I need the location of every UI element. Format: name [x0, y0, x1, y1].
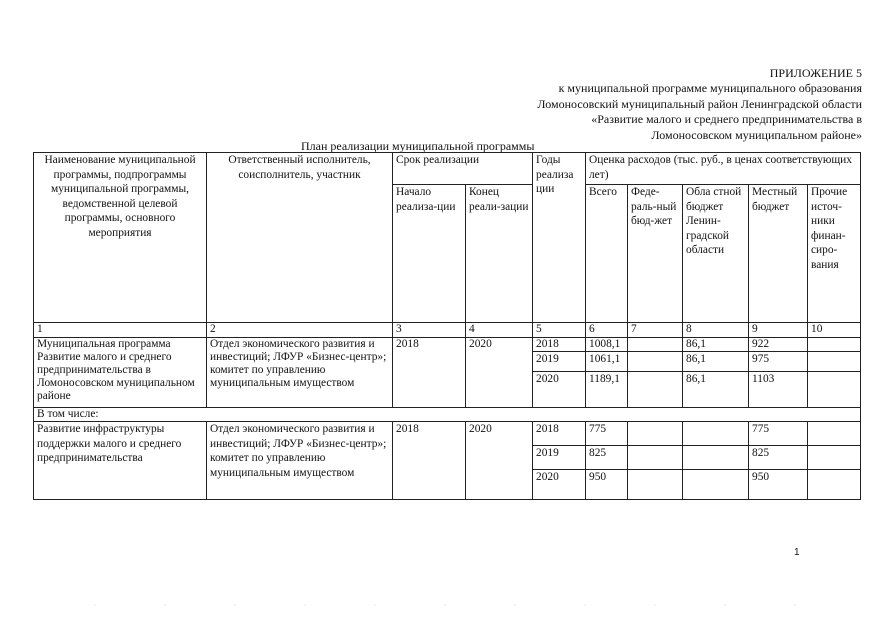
total-cell: 1061,1: [586, 352, 628, 372]
federal-cell: [628, 470, 683, 500]
subprogram-executor: Отдел экономического развития и инвестиций; ЛФУР «Бизнес-центр»; комитет по управлению муниципальным имуществом: [207, 422, 393, 500]
header-row: [34, 153, 861, 185]
program-name: Муниципальная программа Развитие малого и среднего предпринимательства в Ломоносовском муниципальном районе: [34, 338, 207, 408]
column-number: 4: [466, 323, 533, 338]
program-start: 2018: [393, 338, 466, 408]
scan-artifact: [60, 604, 835, 606]
federal-cell: [628, 352, 683, 372]
regional-cell: [683, 446, 749, 470]
local-cell: 950: [749, 470, 808, 500]
subprogram-start: 2018: [393, 422, 466, 500]
column-number: 7: [628, 323, 683, 338]
column-number: 9: [749, 323, 808, 338]
regional-cell: [683, 470, 749, 500]
table-row: [34, 422, 861, 446]
year-cell: 2020: [533, 470, 586, 500]
column-number: 8: [683, 323, 749, 338]
appendix-line: ПРИЛОЖЕНИЕ 5: [769, 66, 862, 80]
year-cell: 2018: [533, 338, 586, 352]
header-term: Срок реализации: [393, 153, 533, 185]
regional-cell: 86,1: [683, 338, 749, 352]
header-federal: Феде-раль-ный бюд-жет: [628, 185, 683, 323]
subprogram-name: Развитие инфраструктуры поддержки малого и среднего предпринимательства: [34, 422, 207, 500]
header-total: Всего: [586, 185, 628, 323]
year-cell: 2018: [533, 422, 586, 446]
federal-cell: [628, 338, 683, 352]
local-cell: 825: [749, 446, 808, 470]
other-cell: [808, 352, 861, 372]
year-cell: 2019: [533, 352, 586, 372]
header-other: Прочие источ-ники финан-сиро-вания: [808, 185, 861, 323]
column-number: 6: [586, 323, 628, 338]
year-cell: 2020: [533, 372, 586, 408]
local-cell: 975: [749, 352, 808, 372]
including-label: В том числе:: [34, 408, 861, 422]
federal-cell: [628, 372, 683, 408]
appendix-line: Ломоносовском муниципальном районе»: [651, 127, 862, 142]
header-start: Начало реализа-ции: [393, 185, 466, 323]
local-cell: 922: [749, 338, 808, 352]
table-row: [34, 338, 861, 352]
total-cell: 1008,1: [586, 338, 628, 352]
header-costs: Оценка расходов (тыс. руб., в ценах соответствующих лет): [586, 153, 861, 185]
including-row: [34, 408, 861, 422]
other-cell: [808, 446, 861, 470]
plan-table: [33, 152, 861, 500]
header-regional: Обла стной бюджет Ленин-градской области: [683, 185, 749, 323]
header-name: Наименование муниципальной программы, подпрограммы муниципальной программы, ведомственной целевой программы, основного мероприятия: [34, 153, 207, 323]
other-cell: [808, 422, 861, 446]
program-end: 2020: [466, 338, 533, 408]
appendix-line: Ломоносовский муниципальный район Ленинградской области: [537, 96, 862, 111]
appendix-line: «Развитие малого и среднего предпринимательства в: [591, 112, 862, 127]
header-years: Годы реализа ции: [533, 153, 586, 323]
appendix-header: [537, 66, 862, 143]
federal-cell: [628, 422, 683, 446]
other-cell: [808, 372, 861, 408]
regional-cell: 86,1: [683, 352, 749, 372]
regional-cell: 86,1: [683, 372, 749, 408]
column-number: 1: [34, 323, 207, 338]
header-executor: Ответственный исполнитель, соисполнитель, участник: [207, 153, 393, 323]
total-cell: 950: [586, 470, 628, 500]
year-cell: 2019: [533, 446, 586, 470]
subprogram-end: 2020: [466, 422, 533, 500]
column-number: 10: [808, 323, 861, 338]
local-cell: 775: [749, 422, 808, 446]
local-cell: 1103: [749, 372, 808, 408]
appendix-line: к муниципальной программе муниципального образования: [558, 81, 862, 96]
federal-cell: [628, 446, 683, 470]
total-cell: 825: [586, 446, 628, 470]
column-number: 2: [207, 323, 393, 338]
regional-cell: [683, 422, 749, 446]
program-executor: Отдел экономического развития и инвестиций; ЛФУР «Бизнес-центр»; комитет по управлению муниципальным имуществом: [207, 338, 393, 408]
header-end: Конец реали-зации: [466, 185, 533, 323]
plan-title: План реализации муниципальной программы: [301, 139, 535, 153]
header-local: Местный бюджет: [749, 185, 808, 323]
column-number: 5: [533, 323, 586, 338]
total-cell: 775: [586, 422, 628, 446]
other-cell: [808, 470, 861, 500]
column-number: 3: [393, 323, 466, 338]
other-cell: [808, 338, 861, 352]
total-cell: 1189,1: [586, 372, 628, 408]
page-number: 1: [794, 547, 800, 558]
column-number-row: [34, 323, 861, 338]
